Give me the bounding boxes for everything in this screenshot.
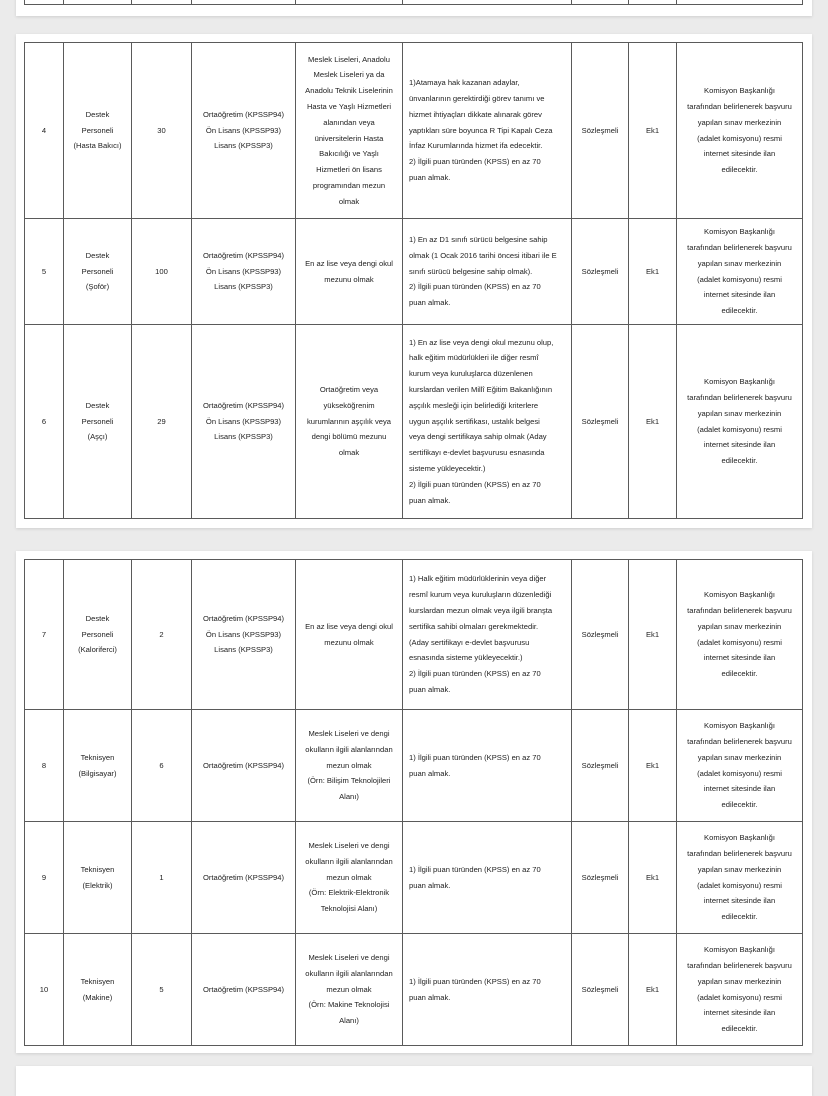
education-level: Ortaöğretim (KPSSP94): [192, 822, 296, 934]
contract-type: Sözleşmeli: [572, 934, 629, 1046]
position-count: 100: [132, 219, 192, 325]
row-number: 9: [25, 822, 64, 934]
row-number: 6: [25, 325, 64, 519]
table-row: [25, 822, 803, 934]
position-count: 1: [132, 822, 192, 934]
requirements: 1)Atamaya hak kazanan adaylar, ünvanlarının gerektirdiği görev tanımı ve hizmet ihtiyaçları dikkate alınarak görev yaptıkları süre boyunca R Tipi Kapalı Ceza İnfaz Kurumlarında hizmet ifa edecektir. 2) İlgili puan türünden (KPSS) en az 70 puan almak.: [403, 43, 572, 219]
page-card-1: [16, 34, 812, 528]
page-card-2: [16, 551, 812, 1053]
annex: Ek1: [629, 822, 677, 934]
announcement-note: Komisyon Başkanlığı tarafından belirlenerek başvuru yapılan sınav merkezinin (adalet komisyonu) resmi internet sitesinde ilan edilecektir.: [677, 710, 803, 822]
table-row: [25, 43, 803, 219]
position-title: Teknisyen (Makine): [64, 934, 132, 1046]
position-title: Teknisyen (Bilgisayar): [64, 710, 132, 822]
row-number: 10: [25, 934, 64, 1046]
contract-type: Sözleşmeli: [572, 43, 629, 219]
position-title: Destek Personeli (Kaloriferci): [64, 560, 132, 710]
table-row: [25, 934, 803, 1046]
education-level: Ortaöğretim (KPSSP94) Ön Lisans (KPSSP93) Lisans (KPSSP3): [192, 560, 296, 710]
positions-table-body-2: [25, 560, 803, 1046]
graduation-program: Ortaöğretim veya yükseköğrenim kurumlarının aşçılık veya dengi bölümü mezunu olmak: [296, 325, 403, 519]
contract-type: Sözleşmeli: [572, 710, 629, 822]
announcement-note: Komisyon Başkanlığı tarafından belirlenerek başvuru yapılan sınav merkezinin (adalet komisyonu) resmi internet sitesinde ilan edilecektir.: [677, 325, 803, 519]
contract-type: Sözleşmeli: [572, 822, 629, 934]
position-count: 5: [132, 934, 192, 1046]
annex: Ek1: [629, 43, 677, 219]
row-number: 5: [25, 219, 64, 325]
graduation-program: Meslek Liseleri ve dengi okulların ilgili alanlarından mezun olmak (Örn: Bilişim Teknolojileri Alanı): [296, 710, 403, 822]
education-level: Ortaöğretim (KPSSP94): [192, 934, 296, 1046]
graduation-program: Meslek Liseleri ve dengi okulların ilgili alanlarından mezun olmak (Örn: Makine Teknolojisi Alanı): [296, 934, 403, 1046]
requirements: 1) Halk eğitim müdürlüklerinin veya diğer resmî kurum veya kuruluşların düzenlediği kurslardan mezun olmak veya ilgili branşta sertifika sahibi olmaları gerekmektedir. (Aday sertifikayı e-devlet başvurusu esnasında sisteme yükleyecektir.) 2) İlgili puan türünden (KPSS) en az 70 puan almak.: [403, 560, 572, 710]
annex: Ek1: [629, 560, 677, 710]
annex: Ek1: [629, 219, 677, 325]
previous-table-bottom-edge: [16, 0, 812, 16]
position-count: 6: [132, 710, 192, 822]
position-title: Destek Personeli (Şoför): [64, 219, 132, 325]
education-level: Ortaöğretim (KPSSP94): [192, 710, 296, 822]
position-count: 2: [132, 560, 192, 710]
announcement-note: Komisyon Başkanlığı tarafından belirlenerek başvuru yapılan sınav merkezinin (adalet komisyonu) resmi internet sitesinde ilan edilecektir.: [677, 560, 803, 710]
announcement-note: Komisyon Başkanlığı tarafından belirlenerek başvuru yapılan sınav merkezinin (adalet komisyonu) resmi internet sitesinde ilan edilecektir.: [677, 43, 803, 219]
previous-page-card: [16, 0, 812, 16]
education-level: Ortaöğretim (KPSSP94) Ön Lisans (KPSSP93) Lisans (KPSSP3): [192, 219, 296, 325]
row-number: 8: [25, 710, 64, 822]
annex: Ek1: [629, 325, 677, 519]
graduation-program: En az lise veya dengi okul mezunu olmak: [296, 560, 403, 710]
positions-table-body-1: [25, 43, 803, 519]
positions-table-2: [24, 559, 803, 1046]
announcement-note: Komisyon Başkanlığı tarafından belirlenerek başvuru yapılan sınav merkezinin (adalet komisyonu) resmi internet sitesinde ilan edilecektir.: [677, 934, 803, 1046]
graduation-program: Meslek Liseleri ve dengi okulların ilgili alanlarından mezun olmak (Örn: Elektrik-Elektronik Teknolojisi Alanı): [296, 822, 403, 934]
table-row: [25, 710, 803, 822]
table-row: [25, 560, 803, 710]
requirements: 1) En az D1 sınıfı sürücü belgesine sahip olmak (1 Ocak 2016 tarihi öncesi itibari ile E sınıfı sürücü belgesine sahip olmak). 2) İlgili puan türünden (KPSS) en az 70 puan almak.: [403, 219, 572, 325]
positions-table-1: [24, 42, 803, 519]
graduation-program: Meslek Liseleri, Anadolu Meslek Liseleri ya da Anadolu Teknik Liselerinin Hasta ve Yaşlı Hizmetleri alanından veya üniversitelerin Hasta Bakıcılığı ve Yaşlı Hizmetleri ön lisans programından mezun olmak: [296, 43, 403, 219]
position-title: Teknisyen (Elektrik): [64, 822, 132, 934]
next-page-card: [16, 1066, 812, 1096]
requirements: 1) En az lise veya dengi okul mezunu olup, halk eğitim müdürlükleri ile diğer resmî kurum veya kuruluşlarca düzenlenen kurslardan verilen Millî Eğitim Bakanlığının aşçılık mesleği için belirlediği kriterlere uygun aşçılık sertifikası, ustalık belgesi veya dengi sertifikaya sahip olmak (Aday sertifikayı e-devlet başvurusu esnasında sisteme yükleyecektir.) 2) İlgili puan türünden (KPSS) en az 70 puan almak.: [403, 325, 572, 519]
contract-type: Sözleşmeli: [572, 325, 629, 519]
position-count: 30: [132, 43, 192, 219]
contract-type: Sözleşmeli: [572, 219, 629, 325]
position-count: 29: [132, 325, 192, 519]
announcement-note: Komisyon Başkanlığı tarafından belirlenerek başvuru yapılan sınav merkezinin (adalet komisyonu) resmi internet sitesinde ilan edilecektir.: [677, 219, 803, 325]
requirements: 1) İlgili puan türünden (KPSS) en az 70 puan almak.: [403, 822, 572, 934]
education-level: Ortaöğretim (KPSSP94) Ön Lisans (KPSSP93) Lisans (KPSSP3): [192, 43, 296, 219]
row-number: 7: [25, 560, 64, 710]
announcement-note: Komisyon Başkanlığı tarafından belirlenerek başvuru yapılan sınav merkezinin (adalet komisyonu) resmi internet sitesinde ilan edilecektir.: [677, 822, 803, 934]
annex: Ek1: [629, 710, 677, 822]
education-level: Ortaöğretim (KPSSP94) Ön Lisans (KPSSP93) Lisans (KPSSP3): [192, 325, 296, 519]
graduation-program: En az lise veya dengi okul mezunu olmak: [296, 219, 403, 325]
requirements: 1) İlgili puan türünden (KPSS) en az 70 puan almak.: [403, 934, 572, 1046]
annex: Ek1: [629, 934, 677, 1046]
contract-type: Sözleşmeli: [572, 560, 629, 710]
position-title: Destek Personeli (Hasta Bakıcı): [64, 43, 132, 219]
position-title: Destek Personeli (Aşçı): [64, 325, 132, 519]
row-number: 4: [25, 43, 64, 219]
table-row: [25, 219, 803, 325]
table-row: [25, 325, 803, 519]
requirements: 1) İlgili puan türünden (KPSS) en az 70 puan almak.: [403, 710, 572, 822]
